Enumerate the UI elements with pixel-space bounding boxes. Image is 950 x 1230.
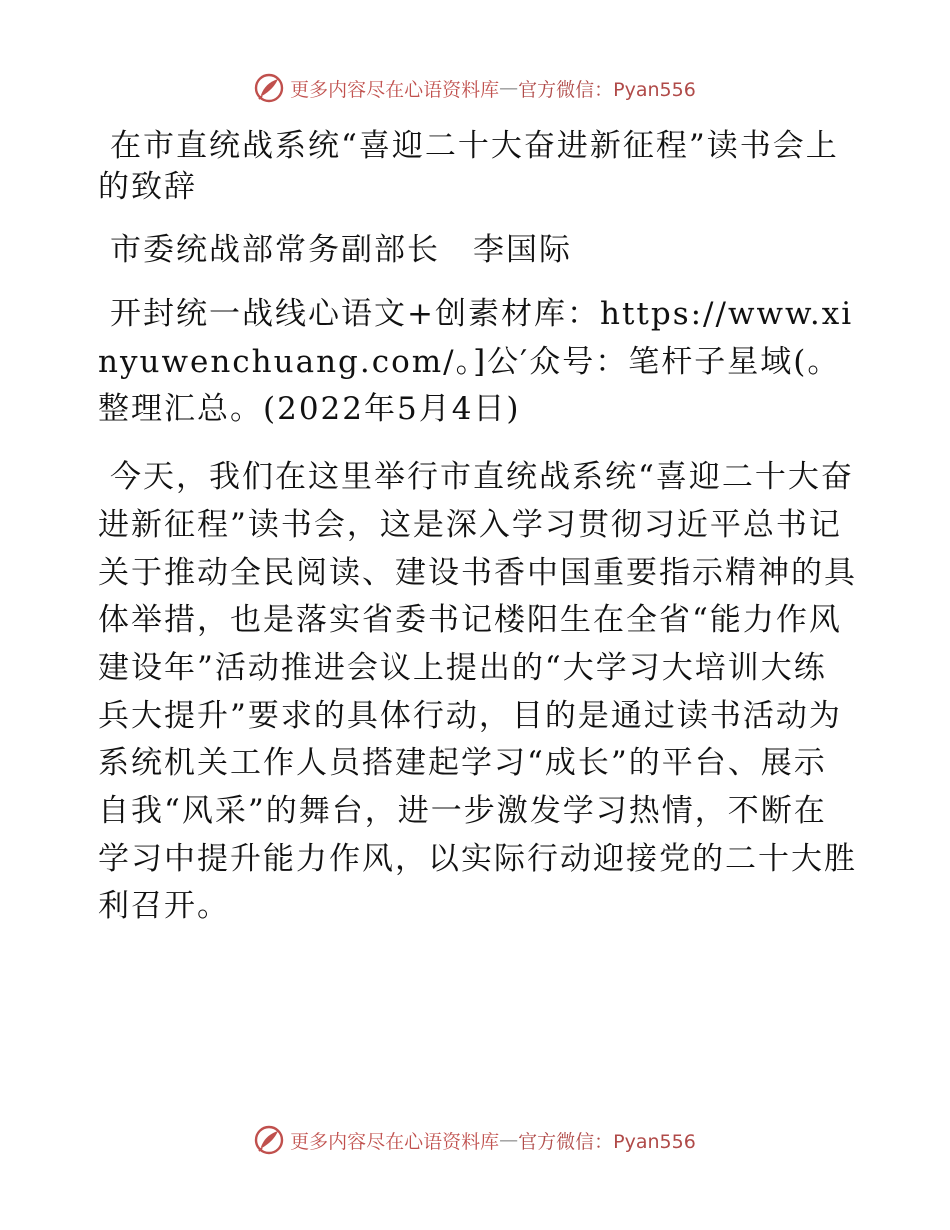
document-source: 开封统一战线心语文+创素材库：https://www.xinyuwenchuang.com/。]公′众号：笔杆子星域(。整理汇总。(2022年5月4日) (98, 296, 854, 428)
document-paragraph: 今天，我们在这里举行市直统战系统“喜迎二十大奋进新征程”读书会，这是深入学习贯彻习近平总书记关于推动全民阅读、建设书香中国重要指示精神的具体举措，也是落实省委书记楼阳生在全省“能力作风建设年”活动推进会议上提出的“大学习大培训大练兵大提升”要求的具体行动，目的是通过读书活动为系统机关工作人员搭建起学习“成长”的平台、展示自我“风采”的舞台，进一步激发学习热情，不断在学习中提升能力作风，以实际行动迎接党的二十大胜利召开。 (98, 459, 857, 925)
document-title: 在市直统战系统“喜迎二十大奋进新征程”读书会上的致辞 (98, 128, 839, 205)
watermark-text: 更多内容尽在心语资料库 (290, 78, 500, 101)
watermark-contact: 官方微信：Pyan556 (518, 78, 696, 101)
watermark-contact: 官方微信：Pyan556 (518, 1130, 696, 1153)
document-author: 市委统战部常务副部长 李国际 (110, 232, 572, 268)
watermark-header (0, 68, 950, 108)
document-body (98, 126, 858, 931)
quill-logo-icon (254, 1125, 284, 1155)
watermark-separator: — (499, 77, 519, 99)
watermark-text: 更多内容尽在心语资料库 (290, 1130, 500, 1153)
watermark-footer (0, 1120, 950, 1160)
quill-logo-icon (254, 73, 284, 103)
watermark-separator: — (499, 1129, 519, 1151)
